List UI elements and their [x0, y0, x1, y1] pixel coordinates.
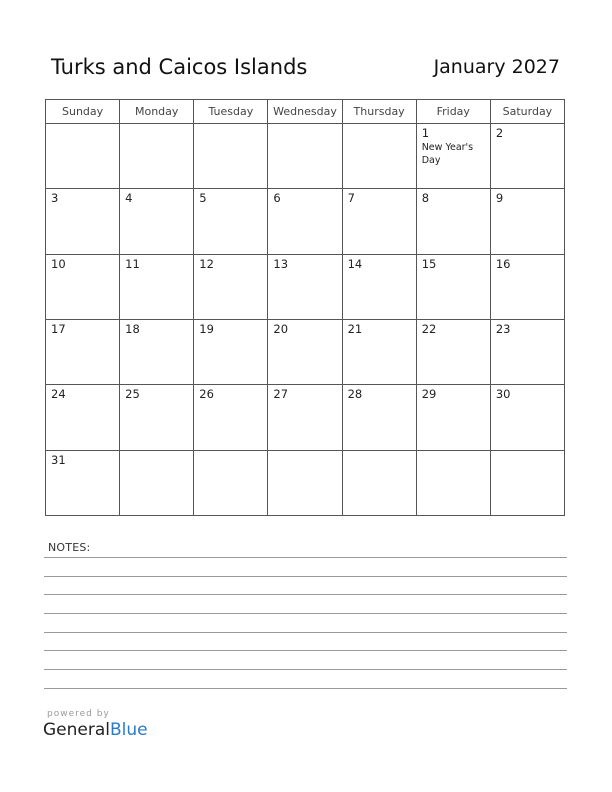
- day-cell: [416, 450, 490, 515]
- notes-line: [44, 669, 567, 670]
- day-cell: [46, 385, 120, 450]
- notes-line: [44, 688, 567, 689]
- day-cell: [416, 385, 490, 450]
- day-cell: [120, 450, 194, 515]
- day-cell: [490, 385, 564, 450]
- day-number: 25: [125, 387, 140, 402]
- day-cell: [120, 124, 194, 189]
- day-number: 26: [199, 387, 214, 402]
- day-number: 7: [347, 191, 355, 206]
- day-cell: [120, 189, 194, 254]
- day-number: 5: [199, 191, 207, 206]
- day-number: 23: [495, 321, 511, 336]
- day-number: 29: [421, 387, 437, 402]
- calendar-month: January 2027: [433, 56, 560, 78]
- day-number: 12: [199, 256, 214, 271]
- day-cell: [120, 385, 194, 450]
- day-cell: [194, 450, 268, 515]
- weekday-header: Wednesday: [268, 100, 342, 124]
- notes-line: [44, 632, 567, 633]
- week-row: [46, 189, 565, 254]
- day-cell: [490, 189, 564, 254]
- day-cell: [120, 319, 194, 384]
- day-number: 3: [51, 191, 59, 206]
- day-number: 16: [495, 256, 511, 271]
- day-cell: [342, 319, 416, 384]
- day-cell: [268, 450, 342, 515]
- day-number: 31: [51, 452, 66, 467]
- powered-by-label: powered by: [47, 709, 110, 719]
- notes-line: [44, 650, 567, 651]
- day-cell: [342, 189, 416, 254]
- day-cell: [490, 124, 564, 189]
- day-number: [268, 451, 341, 453]
- day-number: 20: [273, 321, 289, 336]
- day-number: 6: [273, 191, 281, 206]
- day-cell: [490, 254, 564, 319]
- day-cell: [416, 319, 490, 384]
- day-cell: [46, 450, 120, 515]
- day-cell: [268, 189, 342, 254]
- brand-blue: Blue: [110, 720, 148, 740]
- day-cell: [120, 254, 194, 319]
- day-number: 11: [125, 256, 140, 271]
- day-cell: [194, 124, 268, 189]
- day-number: [46, 124, 119, 126]
- day-number: [194, 451, 267, 453]
- weekday-header-row: [46, 100, 565, 124]
- day-cell: [490, 450, 564, 515]
- day-number: 18: [125, 321, 140, 336]
- day-number: 9: [495, 191, 504, 206]
- day-number: 21: [347, 321, 363, 336]
- day-cell: [268, 124, 342, 189]
- weekday-header: Thursday: [342, 100, 416, 124]
- week-row: [46, 124, 565, 189]
- notes-line: [44, 613, 567, 614]
- day-cell: [194, 385, 268, 450]
- day-cell: [194, 189, 268, 254]
- day-number: 13: [273, 256, 289, 271]
- week-row: [46, 254, 565, 319]
- notes-line: [44, 576, 567, 577]
- week-row: [46, 319, 565, 384]
- weekday-header: Saturday: [490, 100, 564, 124]
- day-number: 14: [347, 256, 363, 271]
- day-number: 27: [273, 387, 289, 402]
- day-cell: [342, 124, 416, 189]
- day-number: [417, 451, 490, 453]
- brand-logo: [43, 720, 148, 740]
- calendar-title: Turks and Caicos Islands: [51, 55, 308, 79]
- notes-line: [44, 594, 567, 595]
- day-number: 24: [51, 387, 66, 402]
- day-number: 30: [495, 387, 511, 402]
- day-cell: [194, 319, 268, 384]
- notes-line: [44, 557, 567, 558]
- day-number: 17: [51, 321, 66, 336]
- day-number: 28: [347, 387, 363, 402]
- day-number: [491, 451, 564, 453]
- day-number: 2: [495, 126, 504, 140]
- day-cell: [46, 319, 120, 384]
- weekday-header: Monday: [120, 100, 194, 124]
- day-cell: [342, 385, 416, 450]
- day-number: 19: [199, 321, 214, 336]
- day-number: [268, 124, 341, 126]
- day-number: 1: [421, 126, 430, 140]
- notes-label: NOTES:: [48, 541, 91, 554]
- day-cell: [46, 254, 120, 319]
- day-number: 15: [421, 256, 437, 271]
- day-number: [343, 124, 416, 126]
- weekday-header: Tuesday: [194, 100, 268, 124]
- day-cell: [342, 450, 416, 515]
- week-row: [46, 385, 565, 450]
- day-cell: [46, 124, 120, 189]
- brand-general: General: [43, 720, 110, 740]
- day-number: 8: [421, 191, 430, 206]
- day-number: 10: [51, 256, 66, 271]
- day-cell: [268, 385, 342, 450]
- day-cell: [490, 319, 564, 384]
- day-number: [194, 124, 267, 126]
- weekday-header: Sunday: [46, 100, 120, 124]
- day-number: 4: [125, 191, 133, 206]
- day-number: [343, 451, 416, 453]
- day-cell: [416, 189, 490, 254]
- week-row: [46, 450, 565, 515]
- day-cell: [194, 254, 268, 319]
- day-cell: [416, 124, 490, 189]
- month-grid: [45, 99, 565, 516]
- day-cell: [416, 254, 490, 319]
- day-number: [120, 124, 193, 126]
- holiday-label: New Year's Day: [421, 142, 474, 166]
- day-cell: [342, 254, 416, 319]
- day-cell: [268, 254, 342, 319]
- day-number: 22: [421, 321, 437, 336]
- day-cell: [46, 189, 120, 254]
- weekday-header: Friday: [416, 100, 490, 124]
- day-cell: [268, 319, 342, 384]
- day-number: [120, 451, 193, 453]
